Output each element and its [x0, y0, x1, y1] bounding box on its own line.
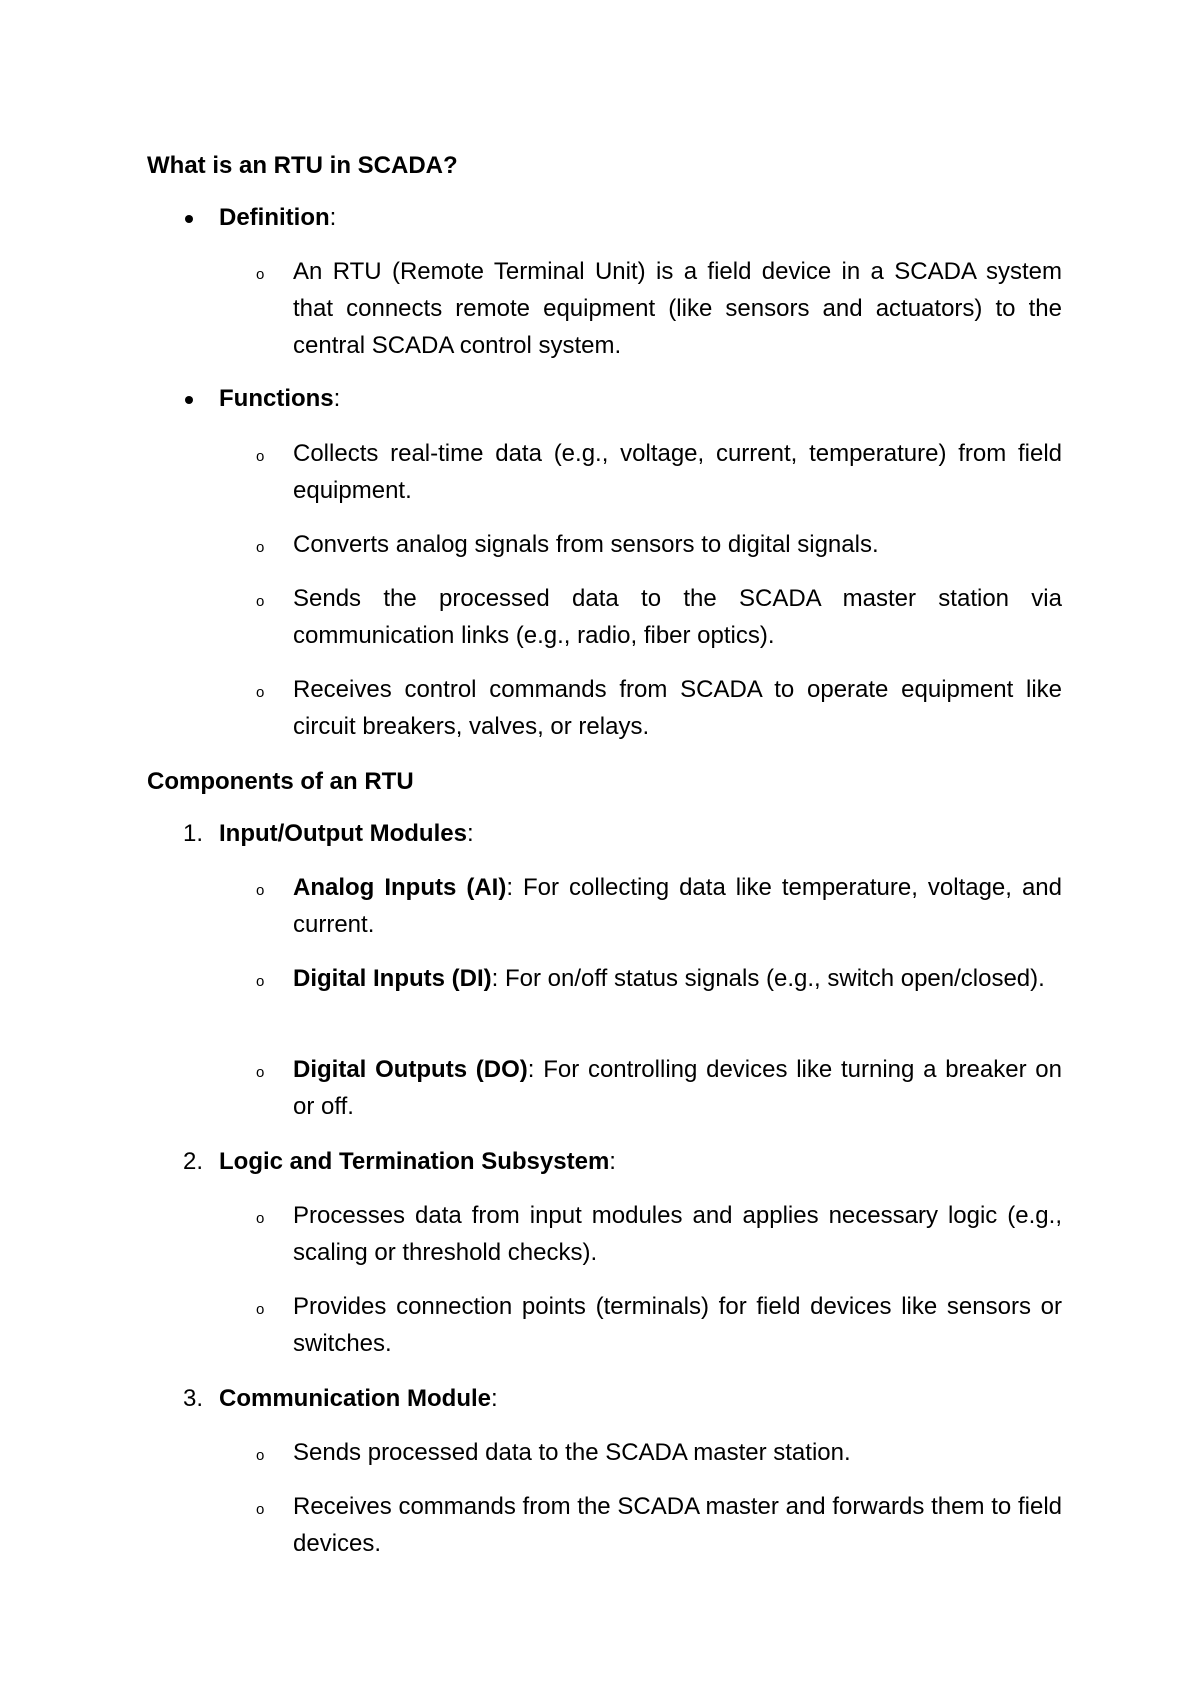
- bullet-icon: [185, 396, 193, 404]
- sub-bullet-icon: o: [256, 266, 265, 283]
- sub-bullet-icon: o: [256, 973, 265, 990]
- label-suffix: :: [333, 385, 341, 412]
- component-number: 2.: [183, 1148, 204, 1175]
- component-label: Communication Module: [219, 1385, 491, 1412]
- term-description: : For on/off status signals (e.g., switch open/closed).: [491, 965, 1045, 992]
- component-item: [256, 1434, 1062, 1471]
- component-item-text: Sends processed data to the SCADA master station.: [293, 1439, 851, 1466]
- function-item: [256, 671, 1062, 745]
- sub-bullet-icon: o: [256, 1064, 265, 1081]
- component-label: Input/Output Modules: [219, 820, 467, 847]
- sub-bullet-icon: o: [256, 1301, 265, 1318]
- definition-text: An RTU (Remote Terminal Unit) is a field device in a SCADA system that connects remote equipment (like sensors and actuators) to the central SCADA control system.: [293, 258, 1062, 359]
- component-item-text: [293, 960, 1062, 997]
- sub-bullet-icon: o: [256, 1447, 265, 1464]
- functions-label: Functions: [219, 385, 334, 412]
- sub-bullet-icon: o: [256, 882, 265, 899]
- function-text: Collects real-time data (e.g., voltage, current, temperature) from field equipment.: [293, 440, 1062, 504]
- component-item: [256, 1288, 1062, 1362]
- component-item-text: Processes data from input modules and applies necessary logic (e.g., scaling or threshold checks).: [293, 1202, 1062, 1266]
- definition-label: Definition: [219, 204, 330, 231]
- component-item-text: Provides connection points (terminals) for field devices like sensors or switches.: [293, 1293, 1062, 1357]
- component-number: 3.: [183, 1385, 204, 1412]
- sub-bullet-icon: o: [256, 684, 265, 701]
- function-text: Converts analog signals from sensors to digital signals.: [293, 531, 879, 558]
- component-item-text: [293, 1051, 1062, 1125]
- function-item: [256, 580, 1062, 654]
- component-item: [256, 1051, 1062, 1125]
- term: Digital Outputs (DO): [293, 1056, 528, 1083]
- component-item: [256, 960, 1062, 997]
- bullet-icon: [185, 215, 193, 223]
- component-item-text: [293, 869, 1062, 943]
- label-suffix: :: [609, 1148, 616, 1175]
- sub-bullet-icon: o: [256, 1210, 265, 1227]
- function-item: [256, 435, 1062, 509]
- sub-bullet-icon: o: [256, 539, 265, 556]
- function-text: Sends the processed data to the SCADA master station via communication links (e.g., radio, fiber optics).: [293, 585, 1062, 649]
- function-text: Receives control commands from SCADA to operate equipment like circuit breakers, valves, or relays.: [293, 676, 1062, 740]
- label-suffix: :: [491, 1385, 498, 1412]
- term: Analog Inputs (AI): [293, 874, 507, 901]
- component-item: [256, 1197, 1062, 1271]
- term-description: : For controlling devices like turning a breaker on or off.: [293, 1056, 1063, 1120]
- term-description: : For collecting data like temperature, voltage, and current.: [293, 874, 1062, 938]
- definition-item: [256, 253, 1062, 364]
- function-item: [256, 526, 1062, 563]
- label-suffix: :: [466, 820, 474, 847]
- sub-bullet-icon: o: [256, 593, 265, 610]
- component-number: 1.: [183, 820, 204, 847]
- sub-bullet-icon: o: [256, 448, 265, 465]
- sub-bullet-icon: o: [256, 1501, 265, 1518]
- component-item: [256, 869, 1062, 943]
- term: Digital Inputs (DI): [293, 965, 492, 992]
- component-item-text: Receives commands from the SCADA master and forwards them to field devices.: [293, 1493, 1062, 1557]
- section-title-rtu: What is an RTU in SCADA?: [147, 152, 458, 179]
- section-title-components: Components of an RTU: [147, 768, 414, 795]
- component-item: [256, 1488, 1062, 1562]
- label-suffix: :: [329, 204, 337, 231]
- component-label: Logic and Termination Subsystem: [219, 1148, 610, 1175]
